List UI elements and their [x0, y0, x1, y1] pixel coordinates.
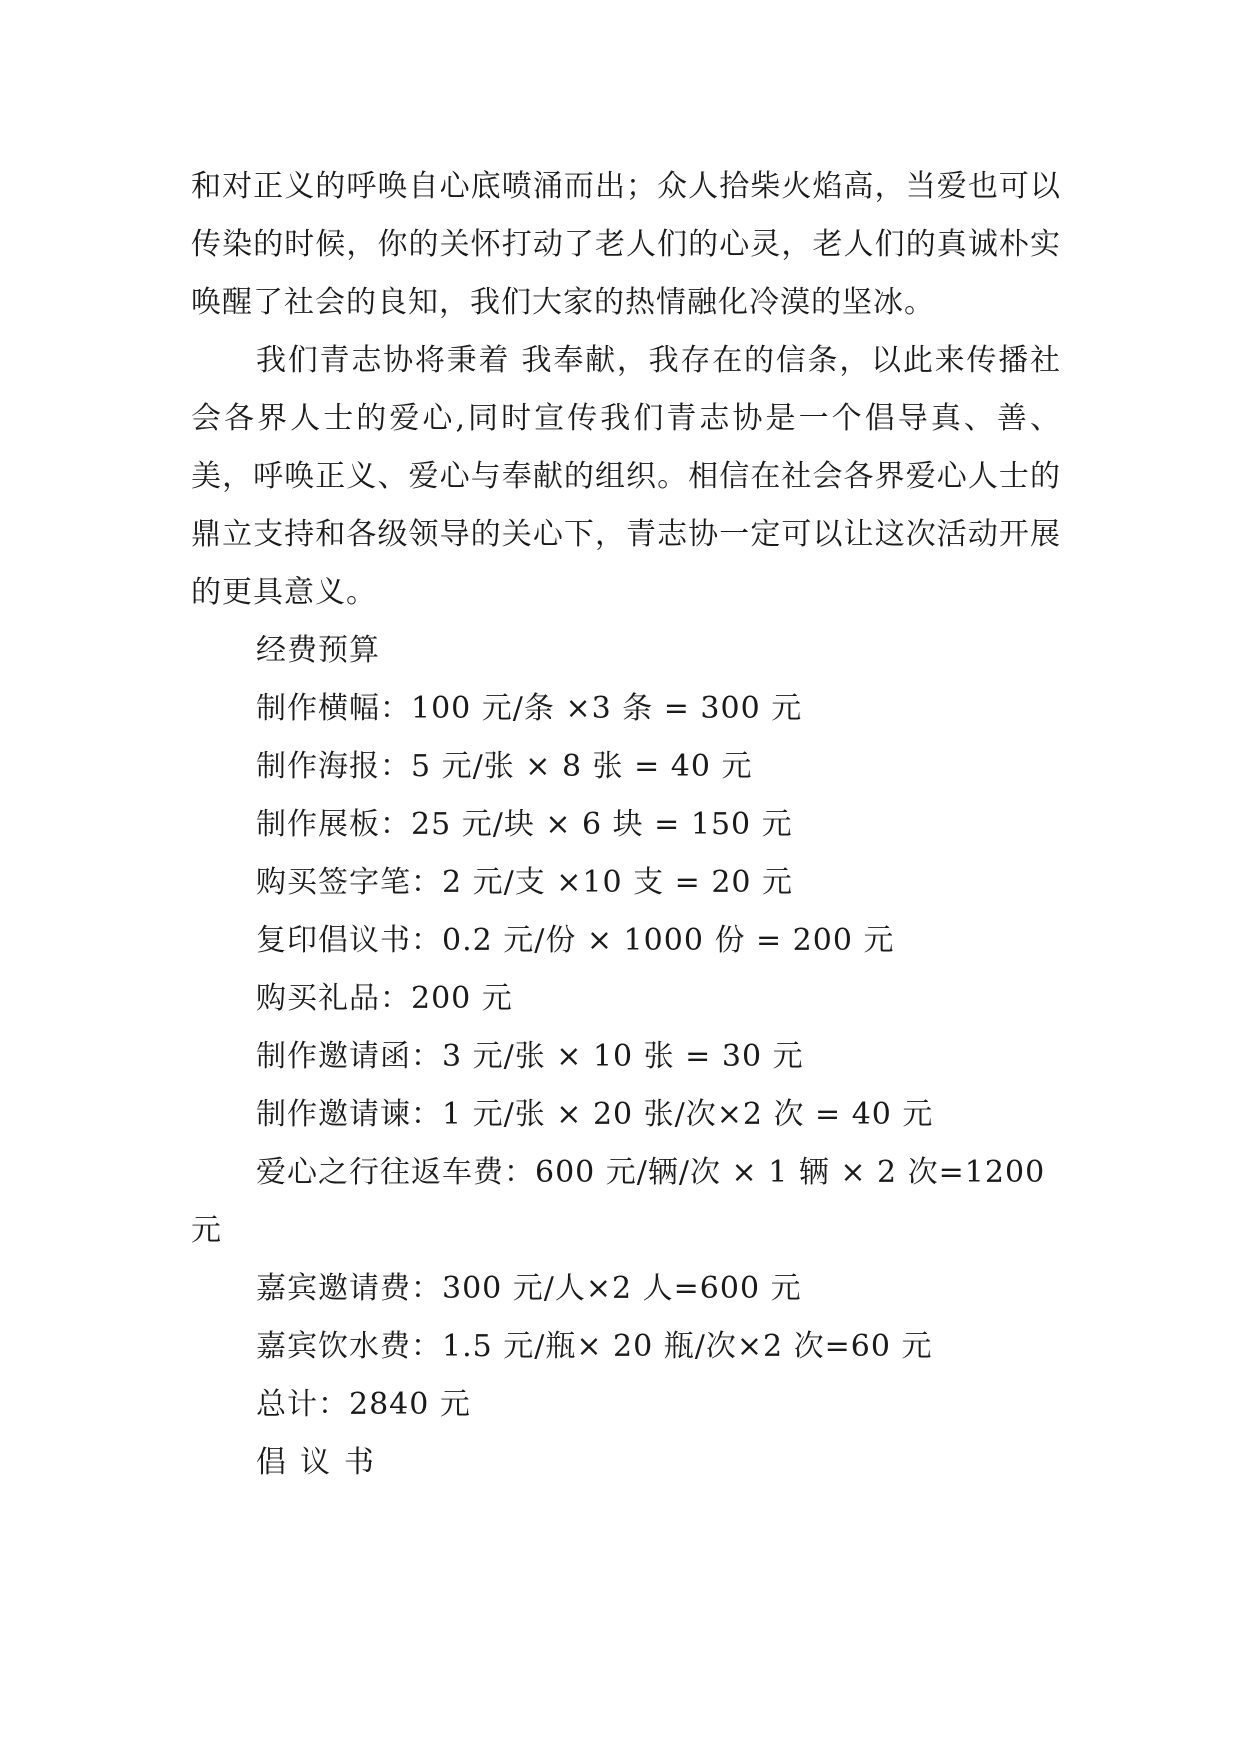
budget-item-pens: 购买签字笔：2 元/支 ×10 支 = 20 元: [256, 865, 794, 900]
budget-heading: 经费预算: [256, 633, 380, 668]
document-body: [191, 158, 1061, 1492]
budget-item-transport: 爱心之行往返车费：600 元/辆/次 × 1 辆 × 2 次=1200 元: [191, 1155, 1046, 1248]
budget-item-display-board: 制作展板：25 元/块 × 6 块 = 150 元: [256, 807, 793, 842]
paragraph-volunteer-care: 和对正义的呼唤自心底喷涌而出；众人拾柴火焰高，当爱也可以传染的时候，你的关怀打动了老人们的心灵，老人们的真诚朴实唤醒了社会的良知，我们大家的热情融化冷漠的坚冰。: [191, 169, 1061, 320]
budget-item-gifts: 购买礼品：200 元: [256, 981, 513, 1016]
budget-item-guest-fee: 嘉宾邀请费：300 元/人×2 人=600 元: [256, 1271, 802, 1306]
budget-item-poster: 制作海报：5 元/张 × 8 张 = 40 元: [256, 749, 753, 784]
proposal-heading: 倡议书: [256, 1445, 388, 1480]
budget-item-banner: 制作横幅：100 元/条 ×3 条 = 300 元: [256, 691, 803, 726]
budget-item-invitations: 制作邀请函：3 元/张 × 10 张 = 30 元: [256, 1039, 804, 1074]
budget-total: 总计：2840 元: [256, 1387, 471, 1422]
budget-item-guest-water: 嘉宾饮水费：1.5 元/瓶× 20 瓶/次×2 次=60 元: [256, 1329, 933, 1364]
budget-item-copies: 复印倡议书：0.2 元/份 × 1000 份 = 200 元: [256, 923, 895, 958]
budget-item-invitation-cards: 制作邀请谏：1 元/张 × 20 张/次×2 次 = 40 元: [256, 1097, 934, 1132]
paragraph-association-mission: 我们青志协将秉着 我奉献，我存在的信条，以此来传播社会各界人士的爱心,同时宣传我们青志协是一个倡导真、善、美，呼唤正义、爱心与奉献的组织。相信在社会各界爱心人士的鼎立支持和各级领导的关心下，青志协一定可以让这次活动开展的更具意义。: [191, 343, 1061, 610]
